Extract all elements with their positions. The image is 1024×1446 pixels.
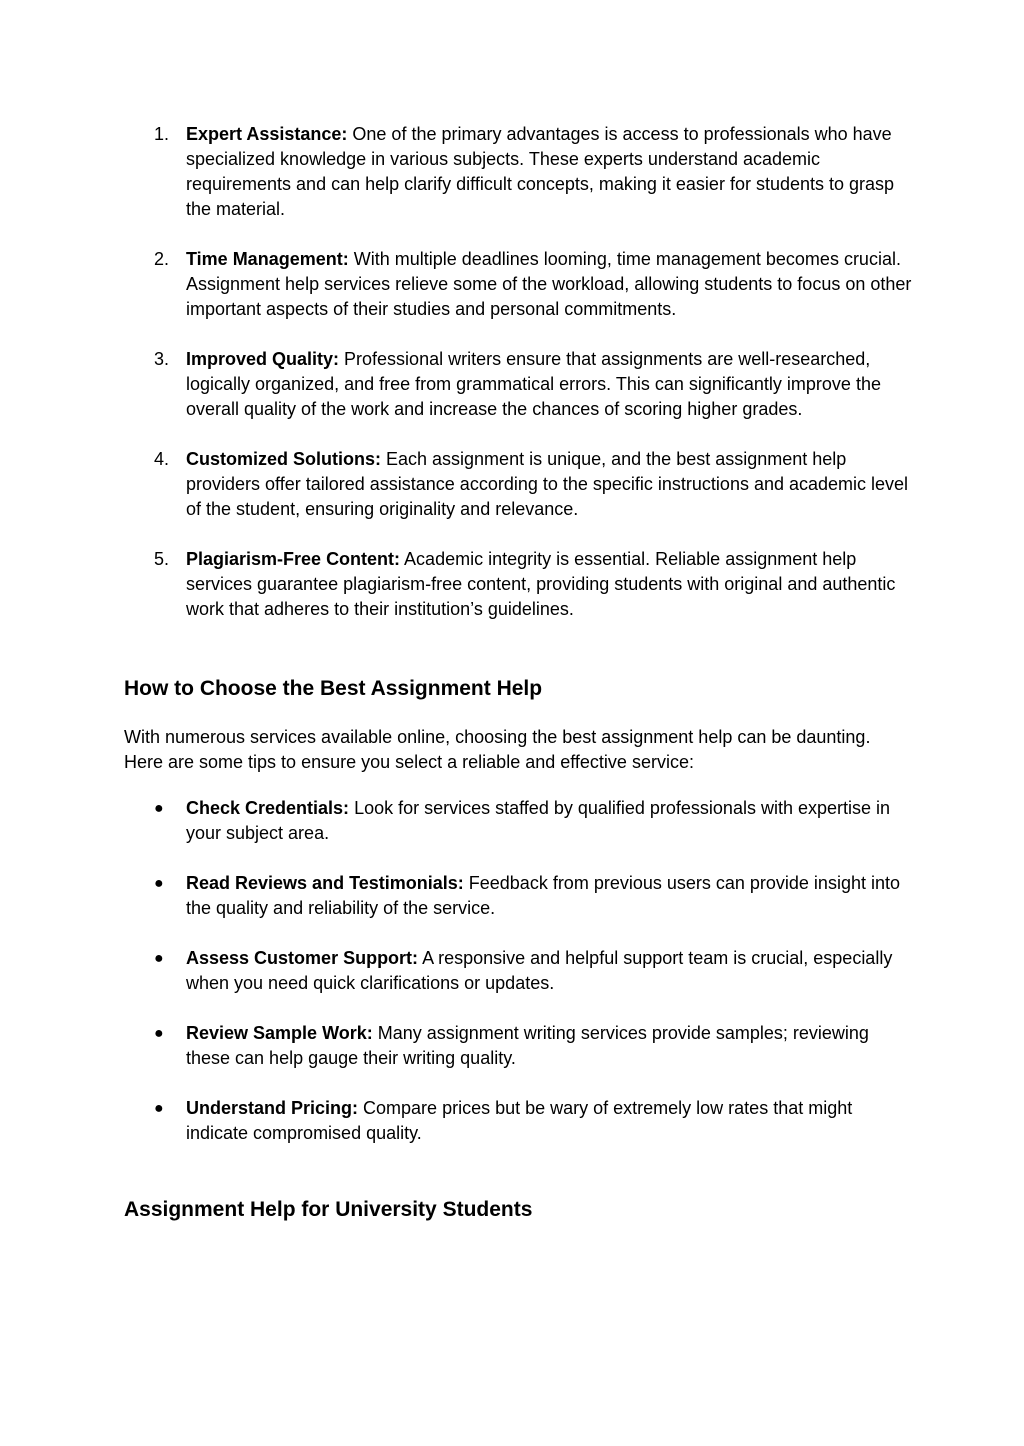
section-heading-choose: How to Choose the Best Assignment Help [124, 677, 543, 700]
benefit-term: Expert Assistance: [186, 124, 348, 144]
section-heading-university: Assignment Help for University Students [124, 1198, 533, 1221]
tip-text: Many assignment writing services provide samples; reviewing these can help gauge their writing quality. [186, 1023, 869, 1068]
choose-intro-paragraph: With numerous services available online, choosing the best assignment help can be daunting. Here are some tips to ensure you select a reliable and effective service: [124, 727, 871, 772]
tip-text: Look for services staffed by qualified professionals with expertise in your subject area. [186, 798, 891, 843]
list-number: 1. [154, 124, 170, 144]
benefit-item [124, 347, 914, 422]
benefit-term: Plagiarism-Free Content: [186, 549, 401, 569]
tip-item [124, 946, 914, 996]
benefit-item [124, 447, 914, 522]
list-number: 3. [154, 349, 170, 369]
tips-list [124, 796, 914, 1146]
bullet-icon: ● [154, 875, 164, 892]
tip-item [124, 1096, 914, 1146]
benefit-item [124, 247, 914, 322]
benefit-text: Academic integrity is essential. Reliable assignment help services guarantee plagiarism-free content, providing students with original and authentic work that adheres to their institution’s guidelines. [186, 549, 896, 619]
benefit-item [124, 547, 914, 622]
benefit-text: Professional writers ensure that assignments are well-researched, logically organized, and free from grammatical errors. This can significantly improve the overall quality of the work and increase the chances of scoring higher grades. [186, 349, 881, 419]
benefit-text: With multiple deadlines looming, time management becomes crucial. Assignment help services relieve some of the workload, allowing students to focus on other important aspects of their studies and personal commitments. [186, 249, 912, 319]
bullet-icon: ● [154, 950, 164, 967]
tip-term: Check Credentials: [186, 798, 350, 818]
benefit-text: One of the primary advantages is access to professionals who have specialized knowledge in various subjects. These experts understand academic requirements and can help clarify difficult concepts, making it easier for students to grasp the material. [186, 124, 895, 219]
tip-item [124, 1021, 914, 1071]
tip-item [124, 796, 914, 846]
benefit-item [124, 122, 914, 222]
bullet-icon: ● [154, 1025, 164, 1042]
list-number: 4. [154, 449, 170, 469]
tip-term: Review Sample Work: [186, 1023, 373, 1043]
bullet-icon: ● [154, 1100, 164, 1117]
tip-term: Assess Customer Support: [186, 948, 419, 968]
benefit-term: Improved Quality: [186, 349, 340, 369]
list-number: 2. [154, 249, 170, 269]
tip-term: Read Reviews and Testimonials: [186, 873, 464, 893]
document-page [124, 122, 914, 1224]
list-number: 5. [154, 549, 170, 569]
tip-text: Feedback from previous users can provide insight into the quality and reliability of the service. [186, 873, 900, 918]
benefits-list [124, 122, 914, 622]
benefit-term: Customized Solutions: [186, 449, 381, 469]
tip-term: Understand Pricing: [186, 1098, 359, 1118]
tip-item [124, 871, 914, 921]
benefit-text: Each assignment is unique, and the best assignment help providers offer tailored assistance according to the specific instructions and academic level of the student, ensuring originality and relevance. [186, 449, 909, 519]
benefit-term: Time Management: [186, 249, 349, 269]
tip-text: Compare prices but be wary of extremely low rates that might indicate compromised quality. [186, 1098, 853, 1143]
bullet-icon: ● [154, 800, 164, 817]
tip-text: A responsive and helpful support team is crucial, especially when you need quick clarifications or updates. [186, 948, 893, 993]
